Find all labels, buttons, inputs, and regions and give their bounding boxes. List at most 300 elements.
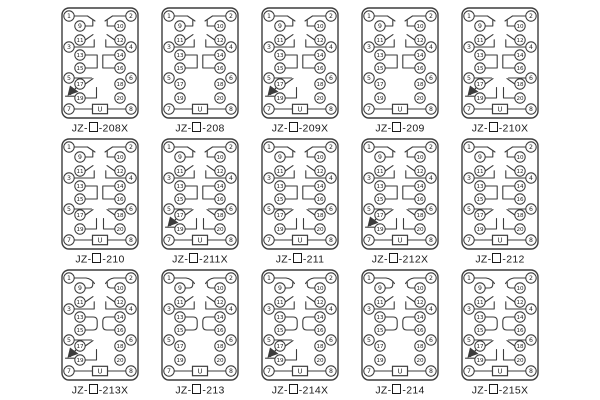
lower-contact-lines (407, 210, 415, 215)
relay-pin-3 (364, 304, 374, 314)
svg-text:3: 3 (67, 175, 71, 183)
svg-text:4: 4 (329, 44, 333, 52)
relay-pin-14 (515, 181, 525, 191)
relay-diagram-svg (461, 7, 539, 119)
svg-text:15: 15 (476, 197, 484, 204)
relay-outline (262, 270, 338, 380)
relay-pin-9 (175, 283, 185, 293)
relay-pin-4 (426, 304, 436, 314)
svg-text:6: 6 (329, 206, 333, 214)
relay-pin-17 (75, 210, 85, 220)
relay-diagram-svg (261, 7, 339, 119)
relay-pin-15 (175, 63, 185, 73)
relay-pin-11 (175, 166, 185, 176)
model-placeholder-box (189, 253, 198, 263)
middle-bracket-lines (203, 186, 215, 199)
coil-u-box (393, 104, 408, 113)
svg-text:8: 8 (229, 237, 233, 245)
svg-text:7: 7 (267, 237, 271, 245)
svg-text:U: U (97, 367, 103, 376)
relay-outline (162, 139, 238, 249)
relay-diagram-cell (250, 7, 350, 138)
svg-text:14: 14 (316, 184, 324, 191)
relay-pin-7 (264, 104, 274, 114)
svg-text:15: 15 (476, 328, 484, 335)
coil-u-box (93, 366, 108, 375)
relay-pin-17 (375, 341, 385, 351)
svg-text:11: 11 (276, 300, 284, 307)
relay-pin-1 (64, 273, 74, 283)
model-placeholder-box (289, 384, 298, 394)
svg-text:11: 11 (476, 38, 484, 45)
relay-diagram-cell (250, 269, 350, 400)
top-contact-lines (207, 282, 215, 288)
svg-text:13: 13 (76, 53, 84, 60)
svg-text:18: 18 (316, 82, 324, 89)
relay-pin-18 (315, 79, 325, 89)
svg-text:16: 16 (316, 328, 324, 335)
relay-pin-10 (315, 283, 325, 293)
relay-pin-6 (426, 204, 436, 214)
svg-text:11: 11 (176, 300, 184, 307)
svg-text:10: 10 (316, 286, 324, 293)
svg-text:1: 1 (467, 275, 471, 283)
coil-u-box (193, 235, 208, 244)
svg-text:5: 5 (467, 75, 471, 83)
relay-pin-19 (75, 224, 85, 234)
svg-text:1: 1 (67, 275, 71, 283)
relay-diagram-cell (50, 138, 150, 269)
lower-contact-lines (385, 219, 396, 230)
svg-text:4: 4 (529, 306, 533, 314)
diagram-label: JZ- -208 (175, 122, 225, 135)
lower-contact-lines (485, 219, 496, 230)
relay-pin-16 (315, 325, 325, 335)
relay-pin-13 (275, 50, 285, 60)
relay-outline (162, 8, 238, 118)
svg-text:1: 1 (367, 13, 371, 21)
svg-text:2: 2 (229, 275, 233, 283)
relay-pin-1 (64, 142, 74, 152)
relay-pin-9 (275, 21, 285, 31)
relay-pin-8 (226, 104, 236, 114)
svg-text:16: 16 (116, 197, 124, 204)
relay-pin-9 (475, 152, 485, 162)
relay-pin-17 (275, 210, 285, 220)
diagram-label: JZ- -214 (375, 384, 425, 397)
relay-pin-1 (264, 11, 274, 21)
relay-pin-6 (126, 73, 136, 83)
middle-contact-lines (85, 166, 93, 171)
top-contact-lines (507, 151, 515, 157)
relay-pin-1 (164, 11, 174, 21)
relay-diagram-svg (161, 7, 239, 119)
relay-pin-9 (275, 283, 285, 293)
svg-text:14: 14 (416, 315, 424, 322)
relay-pin-4 (126, 173, 136, 183)
relay-pin-10 (315, 152, 325, 162)
lower-contact-lines (507, 79, 515, 84)
relay-pin-14 (115, 312, 125, 322)
relay-pin-15 (275, 63, 285, 73)
relay-pin-3 (364, 173, 374, 183)
svg-text:13: 13 (276, 53, 284, 60)
middle-contact-lines (407, 297, 415, 302)
svg-text:8: 8 (529, 106, 533, 114)
lower-contact-lines (507, 210, 515, 215)
relay-pin-9 (475, 283, 485, 293)
middle-bracket-lines (85, 55, 97, 68)
top-contact-lines (85, 282, 93, 288)
top-contact-lines (485, 20, 493, 26)
relay-pin-16 (315, 63, 325, 73)
svg-text:5: 5 (67, 206, 71, 214)
svg-text:9: 9 (378, 23, 382, 31)
relay-pin-8 (326, 104, 336, 114)
svg-text:14: 14 (416, 184, 424, 191)
relay-pin-19 (375, 355, 385, 365)
relay-pin-3 (364, 42, 374, 52)
svg-text:6: 6 (229, 337, 233, 345)
coil-u-box (193, 104, 208, 113)
svg-text:12: 12 (316, 38, 324, 45)
svg-text:3: 3 (267, 175, 271, 183)
lower-contact-lines (85, 88, 96, 99)
svg-text:9: 9 (378, 285, 382, 293)
middle-contact-lines (107, 35, 115, 40)
svg-text:12: 12 (216, 300, 224, 307)
middle-contact-lines (407, 166, 415, 171)
top-contact-lines (288, 147, 296, 152)
coil-u-box (493, 366, 508, 375)
relay-pin-17 (75, 79, 85, 89)
relay-pin-5 (164, 335, 174, 345)
svg-text:6: 6 (129, 206, 133, 214)
middle-contact-lines (507, 166, 515, 171)
relay-pin-17 (175, 341, 185, 351)
relay-pin-16 (515, 325, 525, 335)
svg-text:7: 7 (367, 237, 371, 245)
relay-pin-18 (215, 341, 225, 351)
relay-pin-3 (264, 173, 274, 183)
svg-text:13: 13 (376, 315, 384, 322)
relay-pin-8 (126, 104, 136, 114)
middle-bracket-lines (285, 55, 297, 68)
svg-text:10: 10 (116, 155, 124, 162)
relay-pin-6 (126, 204, 136, 214)
top-contact-lines (385, 20, 393, 26)
svg-text:6: 6 (129, 337, 133, 345)
relay-pin-18 (515, 79, 525, 89)
relay-pin-18 (115, 210, 125, 220)
relay-pin-6 (226, 204, 236, 214)
svg-text:9: 9 (78, 23, 82, 31)
relay-pin-4 (526, 42, 536, 52)
svg-text:8: 8 (329, 106, 333, 114)
svg-text:4: 4 (429, 306, 433, 314)
svg-text:15: 15 (76, 328, 84, 335)
relay-pin-4 (126, 42, 136, 52)
relay-pin-20 (315, 355, 325, 365)
svg-text:9: 9 (178, 154, 182, 162)
coil-u-box (93, 104, 108, 113)
lower-contact-lines (485, 210, 493, 215)
relay-pin-12 (115, 166, 125, 176)
relay-pin-11 (475, 297, 485, 307)
svg-text:19: 19 (176, 358, 184, 365)
svg-text:4: 4 (429, 44, 433, 52)
svg-text:11: 11 (376, 300, 384, 307)
relay-diagram-cell (450, 269, 550, 400)
middle-bracket-lines (285, 317, 297, 330)
middle-contact-lines (285, 166, 293, 171)
relay-pin-4 (426, 42, 436, 52)
model-placeholder-box (293, 253, 302, 263)
relay-pin-8 (526, 104, 536, 114)
relay-pin-19 (75, 93, 85, 103)
relay-diagram-svg (261, 138, 339, 250)
svg-text:14: 14 (216, 315, 224, 322)
relay-pin-15 (275, 194, 285, 204)
middle-contact-lines (85, 297, 93, 302)
relay-diagram-svg (261, 269, 339, 381)
lower-contact-lines (504, 350, 515, 361)
relay-pin-8 (326, 235, 336, 245)
relay-pin-7 (264, 366, 274, 376)
relay-pin-19 (275, 224, 285, 234)
svg-text:3: 3 (367, 175, 371, 183)
relay-pin-4 (426, 173, 436, 183)
svg-text:12: 12 (116, 38, 124, 45)
svg-text:17: 17 (376, 82, 384, 89)
model-placeholder-box (192, 122, 201, 132)
middle-bracket-lines (103, 317, 115, 330)
relay-outline (362, 139, 438, 249)
model-placeholder-box (392, 122, 401, 132)
svg-text:15: 15 (376, 66, 384, 73)
relay-pin-18 (315, 341, 325, 351)
relay-pin-6 (526, 204, 536, 214)
diagram-label: JZ- -215X (471, 384, 529, 397)
relay-pin-4 (226, 42, 236, 52)
relay-pin-17 (475, 79, 485, 89)
svg-text:12: 12 (216, 38, 224, 45)
svg-text:11: 11 (276, 169, 284, 176)
relay-pin-14 (215, 181, 225, 191)
svg-text:3: 3 (467, 306, 471, 314)
svg-text:11: 11 (476, 300, 484, 307)
svg-text:14: 14 (416, 53, 424, 60)
middle-bracket-lines (503, 317, 515, 330)
relay-pin-1 (464, 273, 474, 283)
svg-text:4: 4 (529, 175, 533, 183)
relay-pin-13 (175, 312, 185, 322)
svg-text:20: 20 (116, 358, 124, 365)
model-placeholder-box (289, 122, 298, 132)
svg-text:20: 20 (216, 96, 224, 103)
top-contact-lines (405, 16, 413, 21)
lower-contact-lines (507, 341, 515, 346)
svg-text:U: U (397, 105, 403, 114)
diagram-label: JZ- -210 (75, 253, 125, 266)
svg-text:14: 14 (316, 53, 324, 60)
relay-pin-5 (64, 204, 74, 214)
relay-diagram-cell (150, 269, 250, 400)
middle-contact-lines (85, 35, 93, 40)
middle-bracket-lines (285, 186, 297, 199)
svg-text:5: 5 (67, 75, 71, 83)
diagram-label: JZ- -212 (475, 253, 525, 266)
svg-text:2: 2 (429, 144, 433, 152)
middle-contact-lines (185, 297, 193, 302)
middle-contact-lines (385, 166, 393, 171)
relay-pin-11 (275, 166, 285, 176)
relay-pin-10 (115, 283, 125, 293)
model-placeholder-box (92, 253, 101, 263)
svg-text:7: 7 (67, 106, 71, 114)
lower-contact-lines (485, 341, 493, 346)
relay-pin-17 (175, 210, 185, 220)
relay-pin-6 (426, 335, 436, 345)
svg-text:10: 10 (416, 155, 424, 162)
svg-text:11: 11 (476, 169, 484, 176)
svg-text:U: U (497, 236, 503, 245)
relay-diagram-cell (450, 138, 550, 269)
svg-text:6: 6 (329, 337, 333, 345)
relay-pin-20 (515, 355, 525, 365)
svg-text:17: 17 (176, 82, 184, 89)
relay-pin-8 (226, 235, 236, 245)
svg-text:1: 1 (467, 144, 471, 152)
svg-text:1: 1 (367, 144, 371, 152)
middle-bracket-lines (385, 55, 397, 68)
relay-pin-17 (175, 79, 185, 89)
svg-text:5: 5 (167, 206, 171, 214)
middle-bracket-lines (303, 55, 315, 68)
middle-contact-lines (285, 297, 293, 302)
svg-text:13: 13 (176, 53, 184, 60)
model-placeholder-box (492, 253, 501, 263)
relay-pin-20 (415, 224, 425, 234)
relay-pin-18 (215, 210, 225, 220)
relay-pin-4 (126, 304, 136, 314)
relay-pin-18 (415, 210, 425, 220)
svg-text:3: 3 (167, 175, 171, 183)
relay-pin-12 (515, 166, 525, 176)
relay-pin-2 (226, 142, 236, 152)
svg-text:18: 18 (516, 213, 524, 220)
top-contact-lines (388, 16, 396, 21)
svg-text:19: 19 (376, 227, 384, 234)
svg-text:9: 9 (278, 154, 282, 162)
svg-text:18: 18 (416, 344, 424, 351)
svg-text:7: 7 (367, 106, 371, 114)
relay-pin-6 (526, 73, 536, 83)
svg-text:18: 18 (216, 82, 224, 89)
svg-text:8: 8 (129, 368, 133, 376)
relay-pin-13 (275, 312, 285, 322)
svg-text:13: 13 (476, 53, 484, 60)
svg-text:10: 10 (216, 155, 224, 162)
relay-diagram-svg (361, 7, 439, 119)
svg-text:17: 17 (76, 82, 84, 89)
relay-pin-20 (215, 224, 225, 234)
top-contact-lines (307, 151, 315, 157)
relay-pin-16 (315, 194, 325, 204)
top-contact-lines (107, 151, 115, 157)
top-contact-lines (88, 147, 96, 152)
coil-u-box (493, 104, 508, 113)
top-contact-lines (388, 147, 396, 152)
relay-pin-13 (375, 50, 385, 60)
middle-bracket-lines (485, 186, 497, 199)
svg-text:1: 1 (167, 144, 171, 152)
top-contact-lines (407, 20, 415, 26)
svg-text:6: 6 (529, 337, 533, 345)
svg-text:3: 3 (367, 306, 371, 314)
relay-pin-20 (315, 93, 325, 103)
svg-text:7: 7 (67, 368, 71, 376)
svg-text:13: 13 (176, 184, 184, 191)
svg-text:18: 18 (416, 82, 424, 89)
svg-text:13: 13 (176, 315, 184, 322)
svg-text:9: 9 (78, 154, 82, 162)
top-contact-lines (385, 151, 393, 157)
svg-text:3: 3 (467, 44, 471, 52)
lower-contact-lines (404, 219, 415, 230)
svg-text:15: 15 (276, 328, 284, 335)
svg-text:19: 19 (476, 96, 484, 103)
relay-pin-18 (115, 341, 125, 351)
svg-text:17: 17 (176, 344, 184, 351)
middle-contact-lines (485, 35, 493, 40)
relay-pin-13 (475, 50, 485, 60)
relay-pin-15 (375, 194, 385, 204)
svg-text:17: 17 (76, 344, 84, 351)
lower-contact-lines (385, 210, 393, 215)
svg-text:14: 14 (216, 184, 224, 191)
svg-text:14: 14 (516, 184, 524, 191)
svg-text:6: 6 (229, 206, 233, 214)
svg-text:11: 11 (376, 38, 384, 45)
relay-diagram-cell (250, 138, 350, 269)
relay-pin-7 (464, 366, 474, 376)
svg-text:14: 14 (516, 53, 524, 60)
svg-text:10: 10 (516, 24, 524, 31)
svg-text:17: 17 (376, 213, 384, 220)
relay-pin-19 (275, 355, 285, 365)
svg-text:U: U (197, 236, 203, 245)
svg-text:10: 10 (516, 155, 524, 162)
lower-contact-lines (185, 219, 196, 230)
svg-text:3: 3 (267, 44, 271, 52)
relay-pin-2 (326, 11, 336, 21)
svg-text:3: 3 (267, 306, 271, 314)
relay-pin-16 (215, 194, 225, 204)
relay-pin-8 (126, 235, 136, 245)
relay-pin-2 (226, 11, 236, 21)
relay-outline (462, 8, 538, 118)
relay-outline (62, 139, 138, 249)
relay-diagram-cell (50, 269, 150, 400)
diagram-label: JZ- -214X (271, 384, 329, 397)
relay-pin-10 (215, 152, 225, 162)
svg-text:3: 3 (67, 306, 71, 314)
svg-text:1: 1 (167, 13, 171, 21)
relay-pin-18 (215, 79, 225, 89)
svg-text:1: 1 (267, 275, 271, 283)
diagram-label: JZ- -213 (175, 384, 225, 397)
